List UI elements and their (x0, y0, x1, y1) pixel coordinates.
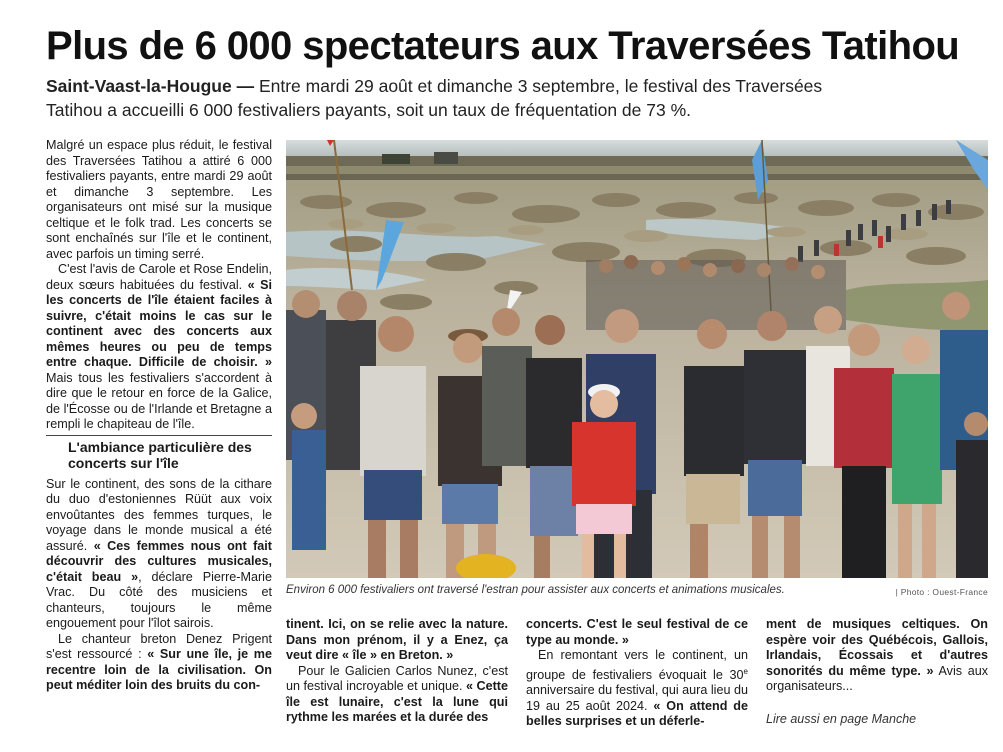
paragraph (46, 262, 272, 433)
text-run: Sur le continent, des sons de la cithare du duo d'estoniennes Rüüt aux voix envoûtantes des femmes turques, le voyage dans le monde musical a été assuré. (46, 476, 272, 553)
text-run: Avis aux organisateurs... (766, 663, 989, 693)
column-2 (286, 617, 508, 726)
quote: ment de musiques celtiques. On espère voir des Québécois, Gallois, Irlandais, Écossais et d'autres sonorités du même type. » (766, 617, 988, 678)
article-lead (46, 74, 876, 122)
article-headline: Plus de 6 000 spectateurs aux Traversées Tatihou (46, 24, 960, 68)
text-run: Le chanteur breton Denez Prigent s'est ressourcé : (46, 631, 272, 661)
column-4 (766, 617, 988, 695)
text-run: C'est l'avis de Carole et Rose Endelin, deux sœurs habituées du festival. (46, 262, 272, 292)
section-subheading: L'ambiance particulière des concerts sur l'île (46, 439, 272, 471)
photo-illustration (286, 140, 988, 578)
photo-caption: Environ 6 000 festivaliers ont traversé l'estran pour assister aux concerts et animations musicales. (286, 584, 785, 596)
text-run: Pour le Galicien Carlos Nunez, c'est un festival incroyable et unique. (286, 663, 508, 693)
paragraph (526, 617, 748, 648)
lead-dateline: Saint-Vaast-la-Hougue — (46, 76, 255, 96)
quote: « Ces femmes nous ont fait découvrir des cultures musicales, c'était beau » (46, 538, 272, 584)
quote: « Si les concerts de l'île étaient faciles à suivre, c'était moins le cas sur le continent avec des concerts aux mêmes heures ou peu de temps entre chaque. Difficile de choisir. » (46, 277, 272, 369)
column-1 (46, 138, 272, 694)
ordinal-suffix: e (743, 666, 748, 676)
paragraph (526, 648, 748, 730)
quote: « On attend de belles surprises et un déferle- (526, 698, 749, 729)
text-run: En remontant vers le continent, un groupe de festivaliers évoquait le 30 (526, 648, 748, 682)
quote: concerts. C'est le seul festival de ce type au monde. » (526, 617, 748, 647)
paragraph (46, 632, 272, 694)
text-run: Mais tous les festivaliers s'accordent à dire que le retour en force de la Galice, de l'Écosse ou de l'Irlande et Bretagne a rempli le chapiteau de l'île. (46, 370, 272, 431)
paragraph: Malgré un espace plus réduit, le festival des Traversées Tatihou a attiré 6 000 festivaliers payants, entre mardi 29 août et dimanche 3 septembre. Les organisateurs ont misé sur la musique celtique et le folk trad. Les concerts se sont enchaînés sur l'île et le continent, avec parfois un timing serré. (46, 138, 272, 261)
column-3 (526, 617, 748, 730)
festival-crowd-photo (286, 140, 988, 578)
text-run: , déclare Pierre-Marie Vrac. Du côté des musiciens et chanteurs, toujours le même engouement pour l'îlot sairois. (46, 569, 272, 630)
paragraph (46, 477, 272, 632)
paragraph (286, 617, 508, 664)
photo-credit: | Photo : Ouest-France (895, 587, 988, 597)
text-run: anniversaire du festival, qui aura lieu du 19 au 25 août 2024. (526, 683, 748, 713)
paragraph (286, 664, 508, 726)
quote: « Cette île est lunaire, c'est la lune qui rythme les marées et la durée des (286, 679, 508, 724)
read-more-note: Lire aussi en page Manche (766, 712, 917, 726)
quote: « Sur une île, je me recentre loin de la civilisation. On peut méditer loin des bruits du con- (46, 647, 272, 692)
quote: tinent. Ici, on se relie avec la nature. Dans mon prénom, il y a Enez, ça veut dire « île » en Breton. » (286, 617, 508, 662)
lead-text: Entre mardi 29 août et dimanche 3 septembre, le festival des Traversées Tatihou a accueilli 6 000 festivaliers payants, soit un taux de fréquentation de 73 %. (46, 76, 823, 120)
paragraph (766, 617, 988, 695)
